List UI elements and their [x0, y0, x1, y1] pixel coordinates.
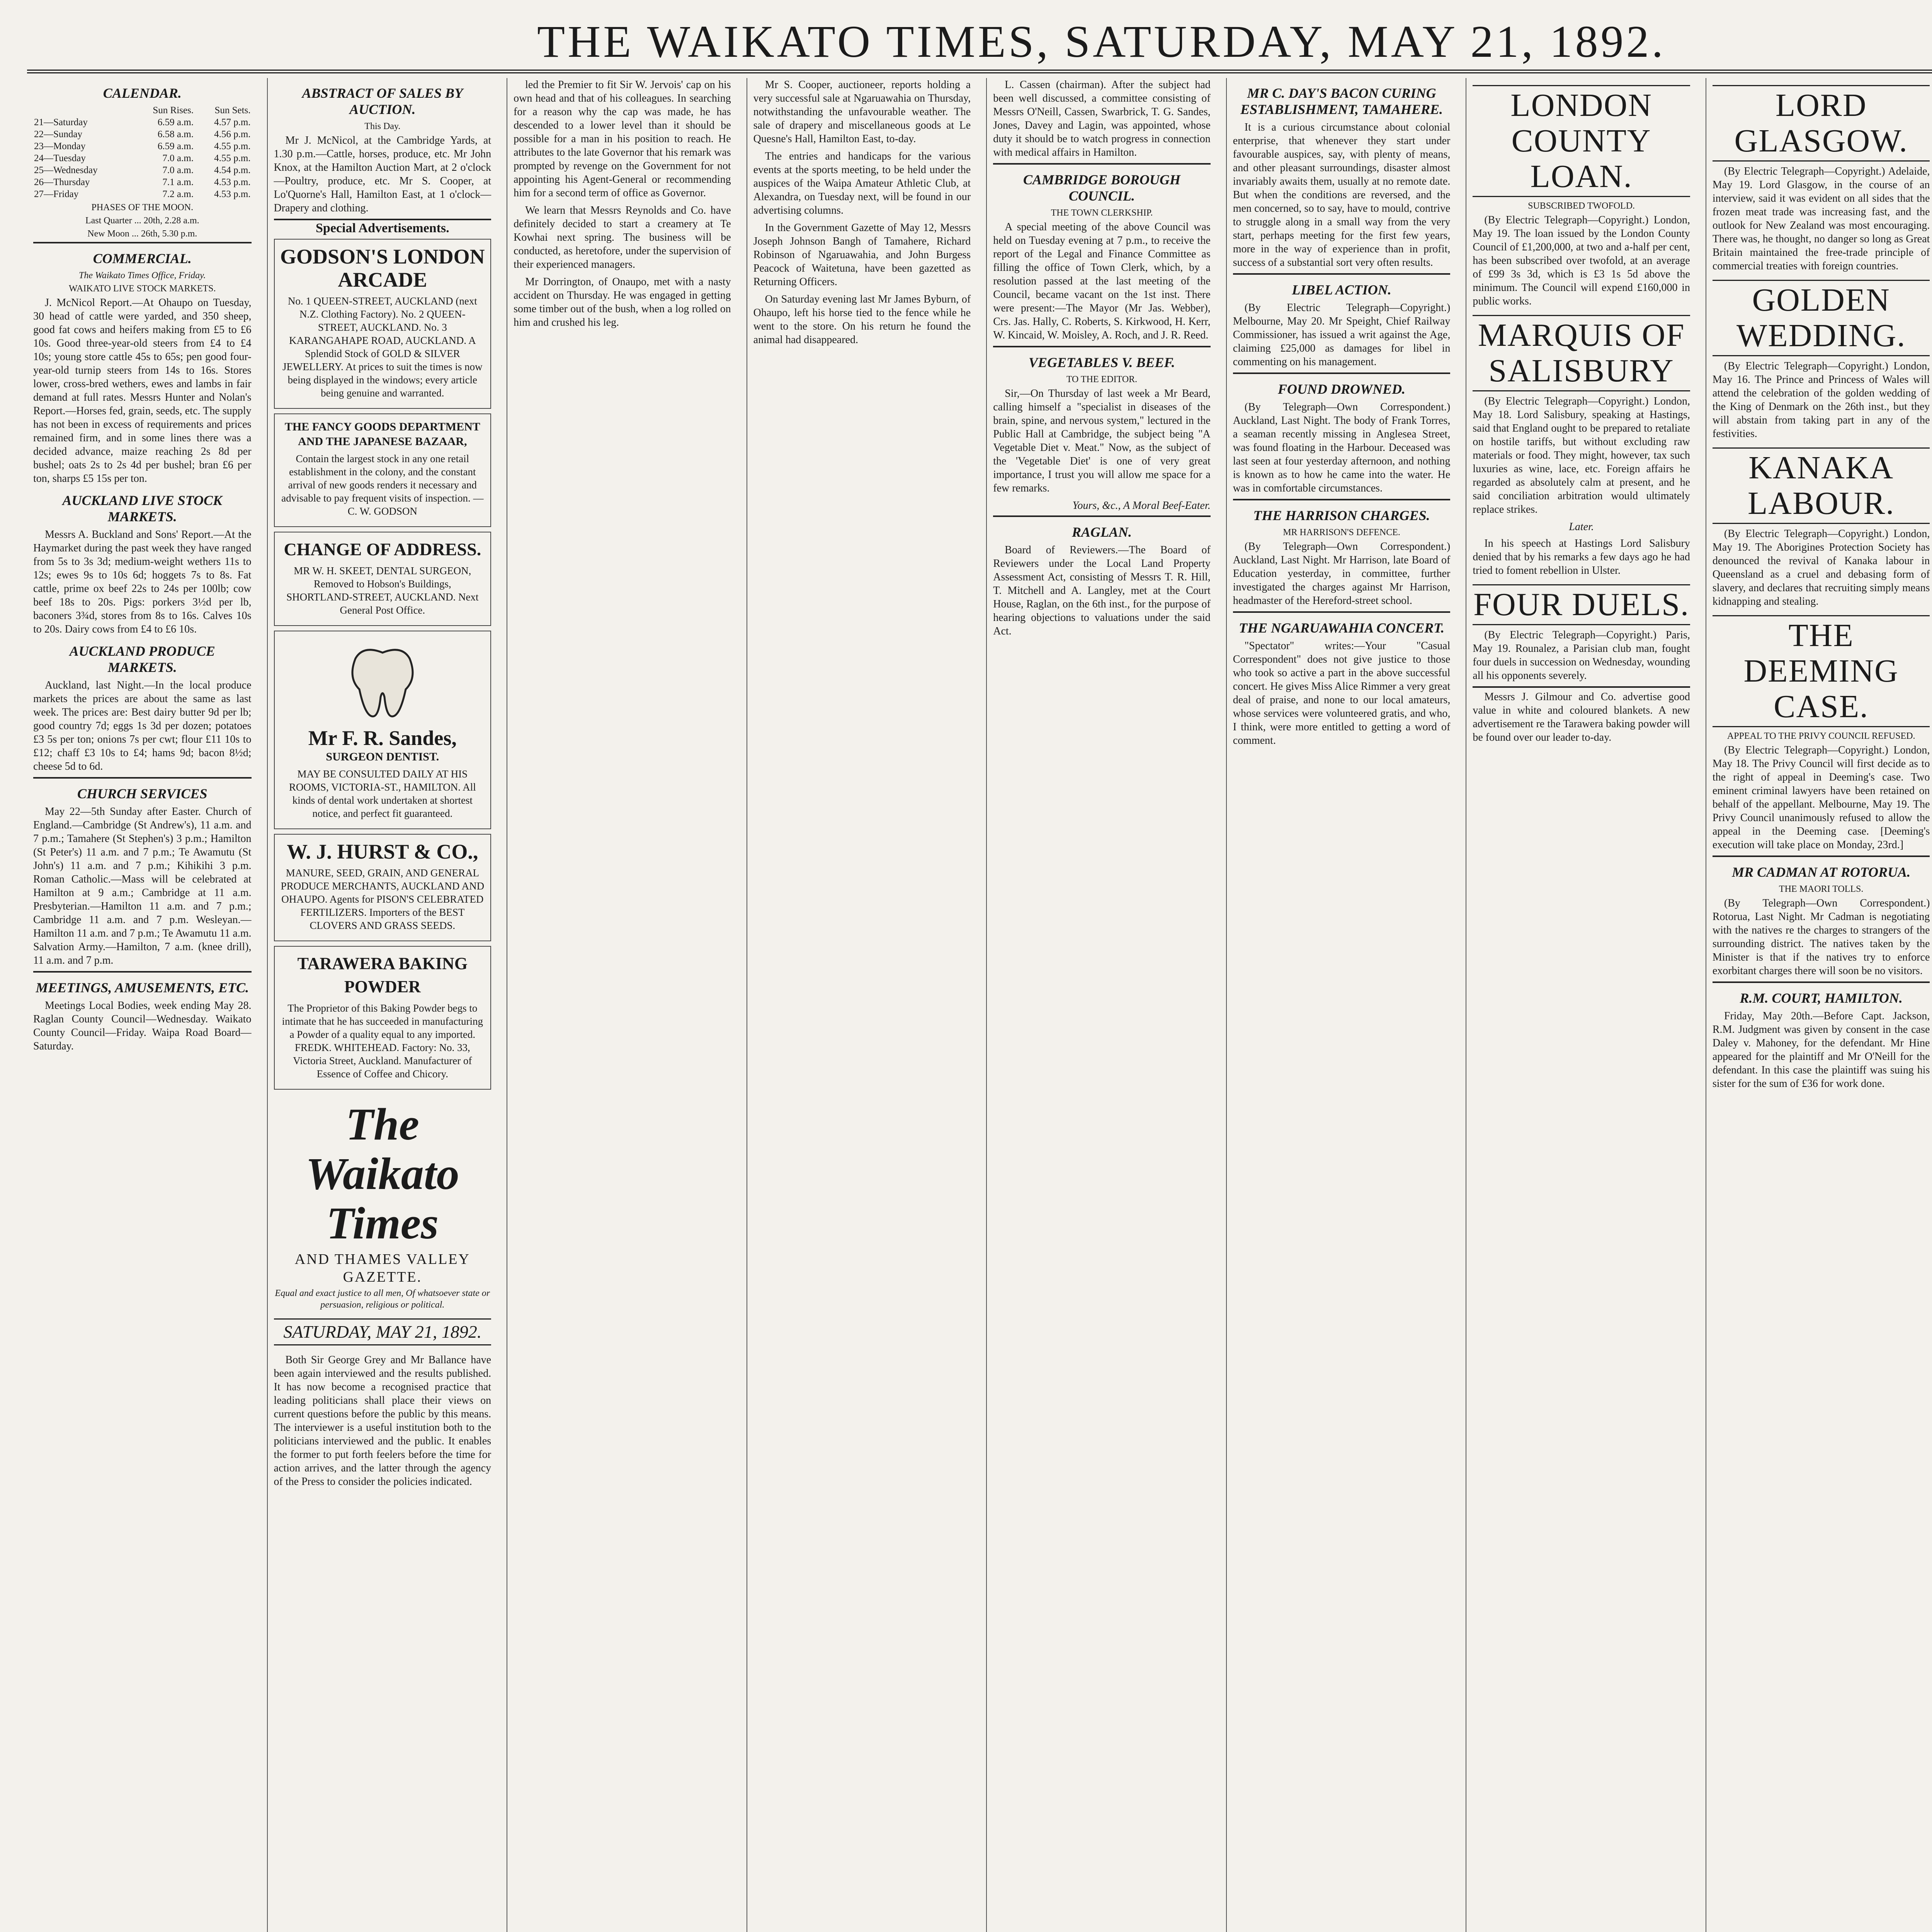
newspaper-nameplate: The Waikato Times	[305, 1099, 459, 1248]
cadman-heading: MR CADMAN AT ROTORUA.	[1732, 864, 1911, 880]
calendar-row: 22—Sunday 6.58 a.m. 4.56 p.m.	[34, 129, 251, 139]
moon-line: New Moon ... 26th, 5.30 p.m.	[87, 229, 197, 239]
loan-subheading: SUBSCRIBED TWOFOLD.	[1528, 201, 1635, 211]
article-text: On Saturday evening last Mr James Byburn, of Ohaupo, left his horse tied to the fence while he went to the store. On his return he found the animal had disappeared.	[753, 293, 971, 346]
ad-title: W. J. HURST & CO.,	[287, 840, 478, 863]
harrison-subheading: MR HARRISON'S DEFENCE.	[1283, 527, 1400, 537]
meetings-text: Meetings Local Bodies, week ending May 28. Raglan County Council—Wednesday. Waikato County Council—Friday. Waipa Road Board—Saturday.	[33, 1000, 252, 1052]
livestock-heading: AUCKLAND LIVE STOCK MARKETS.	[62, 493, 222, 524]
borough-council-text: A special meeting of the above Council was held on Tuesday evening at 7 p.m., to receive the report of the Legal and Finance Committee as filling the office of Town Clerk, which, by a resolution passed at the last meeting of the Council, became vacant on the 1st inst. There were present:—The Mayor (Mr Jas. Webber), Crs. Jas. Hally, C. Roberts, S. Kirkwood, H. Kerr, W. Kincaid, W. Moisley, A. Roch, and J. R. Reed.	[993, 221, 1211, 341]
ad-text: MANURE, SEED, GRAIN, AND GENERAL PRODUCE MERCHANTS, AUCKLAND AND OHAUPO. Agents for PISON'S CELEBRATED FERTILIZERS. Importers of the BEST CLOVERS AND GRASS SEEDS.	[281, 867, 485, 931]
column-8	[1706, 78, 1932, 1932]
ad-title: THE FANCY GOODS DEPARTMENT AND THE JAPANESE BAZAAR,	[284, 420, 480, 448]
newspaper-motto: Equal and exact justice to all men, Of whatsoever state or persuasion, religious or political.	[275, 1288, 490, 1310]
issue-date: SATURDAY, MAY 21, 1892.	[274, 1318, 492, 1345]
glasgow-text: (By Electric Telegraph—Copyright.) Adelaide, May 19. Lord Glasgow, in the course of an interview, said it was evident on all sides that the frozen meat trade was increasing fast, and the outlook for New Zealand was most encouraging. There was, he thought, no danger so long as Great Britain maintained the free-trade principle of commercial treaties with foreign countries.	[1712, 165, 1930, 272]
wedding-text: (By Electric Telegraph—Copyright.) London, May 16. The Prince and Princess of Wales will attend the celebration of the golden wedding of the King of Denmark on the 26th inst., but they will abstain from taking part in any of the festivities.	[1712, 360, 1930, 440]
borough-council-subheading: THE TOWN CLERKSHIP.	[1051, 208, 1153, 218]
footer-note: Messrs J. Gilmour and Co. advertise good value in white and coloured blankets. A new advertisement re the Tarawera baking powder will be found over our leader to-day.	[1473, 691, 1690, 743]
salisbury-heading: MARQUIS OF SALISBURY	[1473, 315, 1690, 391]
loan-heading: LONDON COUNTY LOAN.	[1473, 85, 1690, 197]
glasgow-heading: LORD GLASGOW.	[1713, 85, 1930, 162]
cadman-subheading: THE MAORI TOLLS.	[1779, 884, 1864, 894]
calendar-row: 27—Friday 7.2 a.m. 4.53 p.m.	[34, 189, 251, 199]
ad-tarawera-baking-powder	[274, 946, 492, 1090]
church-heading: CHURCH SERVICES	[77, 786, 207, 801]
column-3	[507, 78, 737, 1932]
vegetables-to-editor: TO THE EDITOR.	[1066, 374, 1138, 384]
moon-line: Last Quarter ... 20th, 2.28 a.m.	[85, 216, 199, 226]
sales-day: This Day.	[364, 121, 401, 131]
ad-fancy-goods	[274, 413, 492, 527]
calendar-row: 24—Tuesday 7.0 a.m. 4.55 p.m.	[34, 153, 251, 163]
produce-heading: AUCKLAND PRODUCE MARKETS.	[69, 643, 215, 675]
later-text: In his speech at Hastings Lord Salisbury denied that by his remarks a few days ago he had tried to foment rebellion in Ulster.	[1473, 537, 1690, 577]
deeming-text: (By Electric Telegraph—Copyright.) London, May 18. The Privy Council will first decide as to the right of appeal in Deeming's case. Two eminent criminal lawyers have been retained on behalf of the appellant. Melbourne, May 19. The Privy Council unanimously refused to allow the appeal in the Deeming case. [Deeming's execution will take place on Monday, 23rd.]	[1712, 744, 1930, 851]
loan-text: (By Electric Telegraph—Copyright.) London, May 19. The loan issued by the London County Council of £1,200,000, at two and a-half per cent, has been subscribed over twofold, at an average of £99 3s 3d, which is £3 1s 5d above the minimum. The Council will expend £160,000 in public works.	[1473, 214, 1690, 307]
calendar-header-row	[33, 104, 252, 116]
column-7	[1466, 78, 1696, 1932]
columns	[27, 78, 1932, 1932]
editorial-text: Both Sir George Grey and Mr Ballance have been again interviewed and the results published. It has now become a recognised practice that leading politicians shall place their views on current questions before the public by this means. The interviewer is a useful institution both to the politicians interviewed and the public. It enables the former to put forth feelers before the time for action arrives, and the latter through the agency of the Press to consider the policies indicated.	[274, 1354, 492, 1488]
column-6	[1226, 78, 1457, 1932]
bacon-heading: MR C. DAY'S BACON CURING ESTABLISHMENT, TAMAHERE.	[1240, 85, 1443, 117]
newspaper-subtitle: AND THAMES VALLEY GAZETTE.	[294, 1251, 470, 1285]
ad-title: CHANGE OF ADDRESS.	[284, 539, 481, 559]
calendar-heading: CALENDAR.	[103, 85, 182, 101]
libel-text: (By Electric Telegraph—Copyright.) Melbourne, May 20. Mr Speight, Chief Railway Commissioner, has issued a writ against the Age, claiming £25,000 as damages for libel in commenting on his management.	[1233, 302, 1451, 368]
masthead-rule	[27, 70, 1932, 73]
kanaka-text: (By Electric Telegraph—Copyright.) London, May 19. The Aborigines Protection Society has denounced the revival of Kanaka labour in Queensland as a cruel and debasing form of slavery, and declares that recruiting simply means kidnapping and stealing.	[1712, 528, 1930, 607]
column-2	[267, 78, 498, 1932]
calendar-row: 23—Monday 6.59 a.m. 4.55 p.m.	[34, 141, 251, 151]
ad-text: The Proprietor of this Baking Powder begs to intimate that he has succeeded in manufacturing a Powder of a quality equal to any imported. FREDK. WHITEHEAD. Factory: No. 33, Victoria Street, Auckland. Manufacturer of Essence of Coffee and Chicory.	[282, 1002, 483, 1080]
moon-heading: PHASES OF THE MOON.	[91, 202, 194, 213]
article-text: In the Government Gazette of May 12, Messrs Joseph Johnson Bangh of Tamahere, Richard Robinson of Ngaruawahia, and John Burgess Peacock of Waitetuna, have been gazetted as Returning Officers.	[753, 222, 971, 288]
drowned-text: (By Telegraph—Own Correspondent.) Auckland, Last Night. The body of Frank Torres, a seaman recently missing in Anglesea Street, was found floating in the Harbour. Deceased was last seen at four yesterday afternoon, and nothing is known as to how he came into the water. He was in comfortable circumstances.	[1233, 401, 1451, 494]
column-4	[747, 78, 977, 1932]
produce-text: Auckland, last Night.—In the local produce markets the prices are about the same as last week. The prices are: Best dairy butter 9d per lb; good country 7d; eggs 1s 3d per dozen; potatoes £3 5s per ton; onions 7s per cwt; flour £11 10s to £12; chaff £3 10s to £4; hams 9d; bacon 8½d; cheese 5d to 6d.	[33, 679, 252, 772]
commercial-office: The Waikato Times Office, Friday.	[79, 270, 206, 281]
article-text: led the Premier to fit Sir W. Jervois' cap on his own head and that of his colleagues. In searching for a reason why the cap was made, he has descended to a lower level than it should be possible for a man in his position to reach. He attributes to the late Governor that his remark was prompted by revenge on the Government for not appointing his Agent-General or recommending him for a second term of office as Governor.	[514, 79, 731, 199]
vegetables-heading: VEGETABLES V. BEEF.	[1029, 355, 1175, 370]
harrison-text: (By Telegraph—Own Correspondent.) Auckland, Last Night. Mr Harrison, late Board of Education yesterday, in committee, further investigated the charges against Mr Harrison, headmaster of the Hereford-street school.	[1233, 541, 1451, 607]
ad-text: Contain the largest stock in any one retail establishment in the colony, and the constant arrival of new goods renders it necessary and advisable to pay frequent visits of inspection. — C. W. GODSON	[281, 453, 484, 517]
harrison-heading: THE HARRISON CHARGES.	[1253, 508, 1430, 523]
commercial-text: J. McNicol Report.—At Ohaupo on Tuesday, 30 head of cattle were yarded, and 350 sheep, good fat cows and heifers making from £5 to £6 10s. Good three-year-old steers from £4 to £4 10s; young store cattle 45s to 65s; pen good four-year-old turnip steers from 14s to 16s. Stores lower, cross-bred wethers, ewes and lambs in fair demand at full rates. Messrs Hunter and Nolan's Report.—Horses fed, grain, seeds, etc. The supply has not been in excess of requirements and prices remained firm, and in some lines there was a decided advance, maize reaching 2s 8d per bushel; oats 2s to 2s 4d per bushel; bran £6 per ton, sharps £5 15s per ton.	[33, 297, 252, 485]
article-text: The entries and handicaps for the various events at the sports meeting, to be held under the auspices of the Waipa Amateur Athletic Club, at Alexandra, on Tuesday next, will be found in our advertising columns.	[753, 150, 971, 216]
calendar-col-rise: Sun Rises.	[153, 105, 194, 116]
ad-title: GODSON'S LONDON ARCADE	[280, 245, 485, 291]
ad-subtitle: SURGEON DENTIST.	[326, 750, 439, 763]
court-text: Friday, May 20th.—Before Capt. Jackson, R.M. Judgment was given by consent in the case Daley v. Mahoney, for the defendant. Mr Hine appeared for the plaintiff and Mr O'Neill for the defendant. In this case the plaintiff was suing his sister for the sum of £36 for work done.	[1712, 1010, 1930, 1090]
ad-godsons-arcade	[274, 239, 492, 409]
column-5	[986, 78, 1217, 1932]
ad-hurst-co	[274, 834, 492, 941]
livestock-text: Messrs A. Buckland and Sons' Report.—At the Haymarket during the past week they have ranged from 5s to 3s 3d; medium-weight wethers 11s to 12s; ewes 9s to 10s 6d; hoggets 7s to 8s. Fat cattle, prime ox beef 22s to 24s per 100lb; cow beef 18s to 20s. Pigs: porkers 3½d per lb, baconers 3¾d, stores from 8s to 16s. Calves 10s to 20s. Dairy cows from £4 to £6 10s.	[33, 529, 252, 635]
vegetables-signature: Yours, &c., A Moral Beef-Eater.	[1072, 500, 1211, 512]
article-text: Mr Dorrington, of Onaupo, met with a nasty accident on Thursday. He was engaged in getting some timber out of the bush, when a log rolled on him and crushed his leg.	[514, 276, 731, 328]
concert-heading: THE NGARUAWAHIA CONCERT.	[1239, 620, 1444, 636]
ad-title: Mr F. R. Sandes,	[308, 726, 457, 750]
sales-text: Mr J. McNicol, at the Cambridge Yards, at 1.30 p.m.—Cattle, horses, produce, etc. Mr John Knox, at the Hamilton Auction Mart, at 2 o'clock—Poultry, produce, etc. Mr S. Cooper, at Lo'Quorne's Hall, Hamilton East, at 1 o'clock—Drapery and clothing.	[274, 134, 492, 214]
article-text: We learn that Messrs Reynolds and Co. have definitely decided to start a creamery at Te Kowhai next spring. The business will be conducted, as heretofore, under the supervision of their experienced managers.	[514, 204, 731, 270]
kanaka-heading: KANAKA LABOUR.	[1713, 447, 1930, 524]
borough-council-heading: CAMBRIDGE BOROUGH COUNCIL.	[1023, 172, 1181, 204]
calendar-row: 25—Wednesday 7.0 a.m. 4.54 p.m.	[34, 165, 251, 175]
libel-heading: LIBEL ACTION.	[1292, 282, 1391, 298]
commercial-heading: COMMERCIAL.	[93, 251, 192, 266]
later-label: Later.	[1569, 521, 1594, 533]
wedding-heading: GOLDEN WEDDING.	[1713, 280, 1930, 356]
calendar-col-set: Sun Sets.	[214, 105, 251, 116]
raglan-text: Board of Reviewers.—The Board of Reviewers under the Local Land Property Assessment Act, consisting of Messrs T. R. Hill, T. Mitchell and A. Langley, met at the Court House, Raglan, on the 6th inst., for the purpose of hearing objections to valuations under the said Act.	[993, 544, 1211, 637]
meetings-heading: MEETINGS, AMUSEMENTS, ETC.	[36, 980, 249, 995]
concert-text: "Spectator" writes:—Your "Casual Correspondent" does not give justice to those who took so active a part in the above successful concert. He gives Miss Alice Rimmer a very great deal of praise, and none to our local amateurs, whose services were volunteered gratis, and who, I think, were more entitled to getting a word of comment.	[1233, 640, 1451, 747]
ad-text: MR W. H. SKEET, DENTAL SURGEON, Removed to Hobson's Buildings, SHORTLAND-STREET, AUCKLAND. Next General Post Office.	[286, 565, 479, 616]
calendar-table	[33, 104, 252, 200]
bacon-text: It is a curious circumstance about colonial enterprise, that whenever they start under favourable auspices, say, with plenty of means, and other pleasant surroundings, disaster almost invariably awaits them, usually at no remote date. But when the conditions are reversed, and the men concerned, so to say, have to mould, contrive to struggle along in a small way from the very start, perhaps meeting for the first few years, more in the way of experience than in profit, success of a substantial sort very often results.	[1233, 121, 1451, 269]
ad-text: MAY BE CONSULTED DAILY AT HIS ROOMS, VICTORIA-ST., HAMILTON. All kinds of dental work undertaken at shortest notice, and perfect fit guaranteed.	[289, 768, 476, 819]
vegetables-text: Sir,—On Thursday of last week a Mr Beard, calling himself a "specialist in diseases of the brain, spine, and nervous system," lectured in the Public Hall at Cambridge, the subject being "A Vegetable Diet v. Meat." Now, as the subject of the 'Vegetable Diet' is one of very great importance, I trust you will allow me space for a few remarks.	[993, 388, 1211, 494]
ad-title: TARAWERA BAKING POWDER	[297, 954, 468, 996]
article-text: Mr S. Cooper, auctioneer, reports holding a very successful sale at Ngaruawahia on Thursday, notwithstanding the unfavourable weather. The sale of drapery and miscellaneous goods at Le Quesne's Hall, Hamilton East, to-day.	[753, 79, 971, 145]
raglan-heading: RAGLAN.	[1071, 524, 1132, 540]
ad-text: No. 1 QUEEN-STREET, AUCKLAND (next N.Z. Clothing Factory). No. 2 QUEEN-STREET, AUCKLAND. No. 3 KARANGAHAPE ROAD, AUCKLAND. A Splendid Stock of GOLD & SILVER JEWELLERY. At prices to suit the times is now being displayed in the windows; every article being genuine and warranted.	[282, 295, 483, 399]
court-heading: R.M. COURT, HAMILTON.	[1740, 990, 1903, 1006]
drowned-heading: FOUND DROWNED.	[1278, 381, 1406, 397]
calendar-row: 21—Saturday 6.59 a.m. 4.57 p.m.	[34, 117, 251, 128]
ad-dentist-sandes	[274, 631, 492, 829]
column-1	[27, 78, 258, 1932]
deeming-subheading: APPEAL TO THE PRIVY COUNCIL REFUSED.	[1727, 731, 1915, 741]
deeming-heading: THE DEEMING CASE.	[1713, 615, 1930, 727]
duels-heading: FOUR DUELS.	[1473, 584, 1690, 625]
church-text: May 22—5th Sunday after Easter. Church of England.—Cambridge (St Andrew's), 11 a.m. and 7 p.m.; Tamahere (St Stephen's) 3 p.m.; Hamilton (St Peter's) 11 a.m. and 7 p.m.; Te Awamutu (St John's) 11 a.m. and 7 p.m.; Kihikihi 3 p.m. Roman Catholic.—Mass will be celebrated at Hamilton at 9 a.m.; Cambridge at 11 a.m. Presbyterian.—Hamilton 11 a.m. and 7 p.m.; Cambridge 11 a.m. and 7 p.m. Wesleyan.—Hamilton 11 a.m. and 7 p.m.; Te Awamutu 11 a.m. Salvation Army.—Hamilton, 7 a.m. (knee drill), 11 a.m. and 7 p.m.	[33, 806, 252, 966]
cadman-text: (By Telegraph—Own Correspondent.) Rotorua, Last Night. Mr Cadman is negotiating with the natives re the charges to strangers of the surrounding district. The natives taken by the Minister is that if the natives try to enforce exorbitant charges there will soon be no visitors.	[1712, 897, 1930, 977]
sales-heading: ABSTRACT OF SALES BY AUCTION.	[302, 85, 463, 117]
ad-change-of-address	[274, 532, 492, 626]
calendar-row: 26—Thursday 7.1 a.m. 4.53 p.m.	[34, 177, 251, 187]
article-text: L. Cassen (chairman). After the subject had been well discussed, a committee consisting of Messrs O'Neill, Cassen, Swarbrick, T. G. Sandes, Jones, Davey and Lagin, was appointed, whose duty it should be to watch progress in connection with medical affairs in Hamilton.	[993, 79, 1211, 158]
tooth-icon	[340, 643, 425, 720]
salisbury-text: (By Electric Telegraph—Copyright.) London, May 18. Lord Salisbury, speaking at Hastings, said that England ought to be prepared to retaliate on hostile tariffs, but without excluding raw materials or food. They might, however, tax such luxuries as wine, lace, etc. Foreign affairs he regarded as absolutely calm at present, and he said conciliation arbitration would ultimately replace strikes.	[1473, 395, 1690, 515]
masthead-title: THE WAIKATO TIMES, SATURDAY, MAY 21, 1892.	[537, 16, 1666, 67]
commercial-subheading: WAIKATO LIVE STOCK MARKETS.	[69, 284, 216, 294]
special-ads-heading: Special Advertisements.	[316, 221, 449, 235]
duels-text: (By Electric Telegraph—Copyright.) Paris, May 19. Rounalez, a Parisian club man, fought four duels in succession on Wednesday, wounding all his opponents severely.	[1473, 629, 1690, 682]
